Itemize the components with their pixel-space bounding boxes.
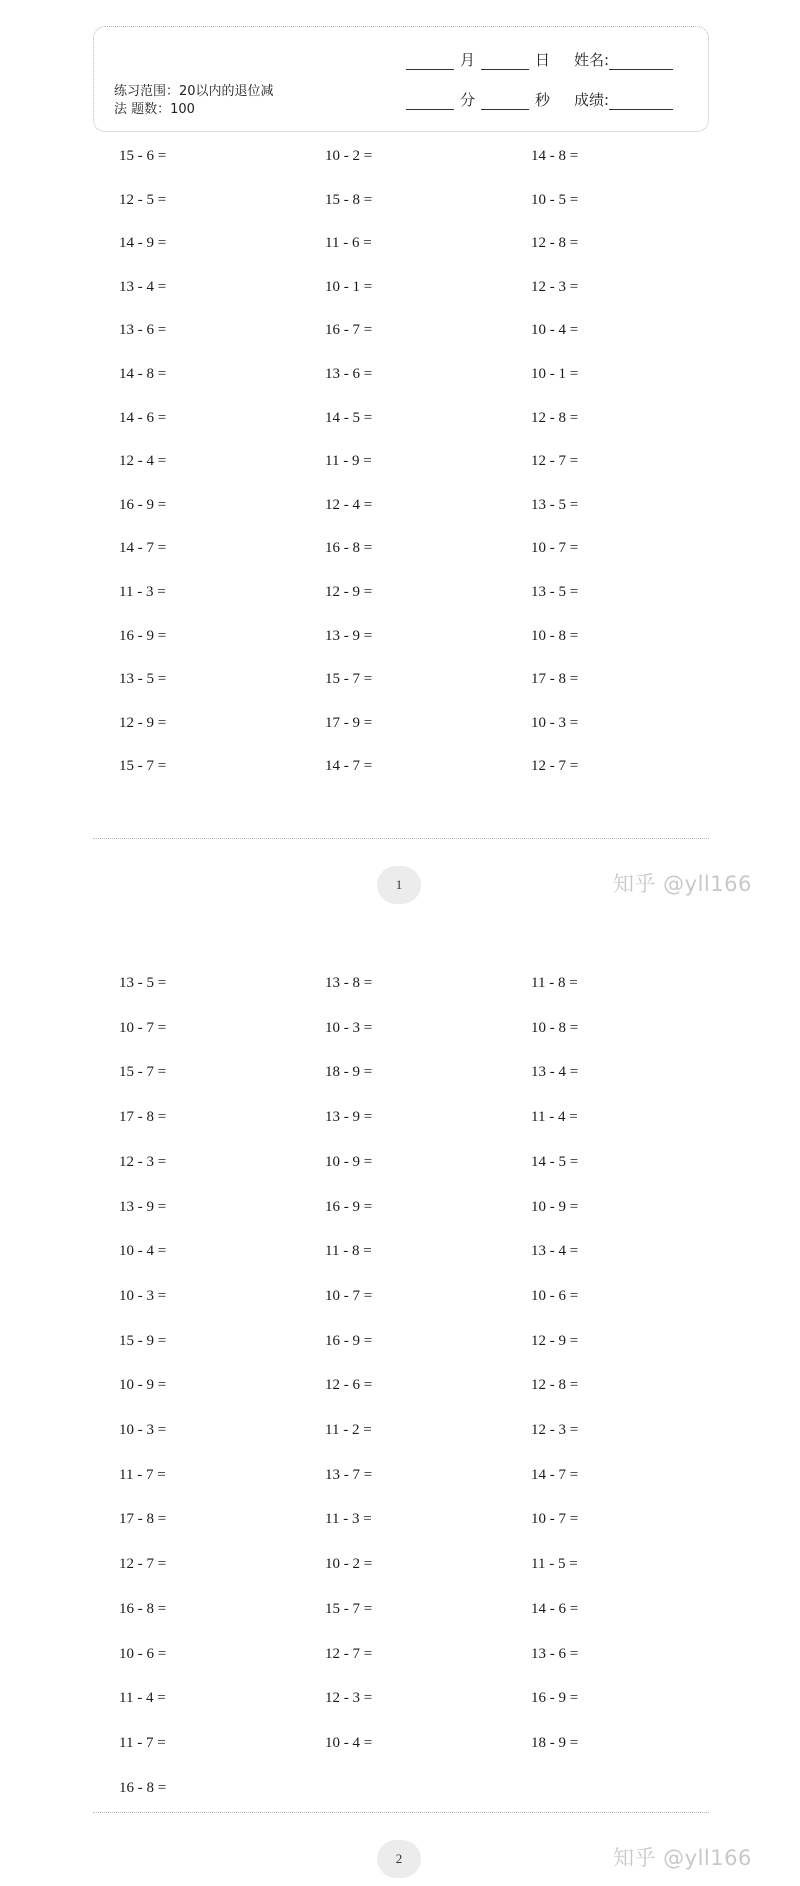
problem: 14 - 9 = [119,235,167,252]
problem: 10 - 9 = [119,1377,167,1394]
problem: 12 - 7 = [325,1645,373,1662]
problem: 12 - 7 = [119,1556,167,1573]
problem: 14 - 5 = [325,409,373,426]
problem: 11 - 3 = [325,1511,372,1528]
problem: 14 - 7 = [325,758,373,775]
problem: 17 - 8 = [531,671,579,688]
day-label: 日 [535,51,551,69]
page-number-2: 2 [377,1840,421,1878]
problem: 17 - 9 = [325,714,373,731]
problem: 13 - 4 = [531,1243,579,1260]
month-label: 月 [460,51,476,69]
problem: 12 - 7 = [531,758,579,775]
problem: 13 - 9 = [119,1198,167,1215]
problem: 16 - 8 = [119,1779,167,1796]
problem: 13 - 6 = [119,322,167,339]
problem: 10 - 3 = [119,1287,167,1304]
problem: 10 - 7 = [325,1287,373,1304]
time-score-row [406,89,673,110]
problem: 12 - 8 = [531,1377,579,1394]
problem: 12 - 8 = [531,235,579,252]
problem: 15 - 7 = [325,1600,373,1617]
problem: 10 - 7 = [531,540,579,557]
problem: 12 - 9 = [119,714,167,731]
month-blank[interactable] [406,51,454,70]
problem: 12 - 8 = [531,409,579,426]
problem: 13 - 4 = [531,1064,579,1081]
second-label: 秒 [535,91,551,109]
problem: 16 - 9 = [325,1332,373,1349]
worksheet-header [93,26,709,132]
problem: 13 - 5 = [531,496,579,513]
problem: 11 - 5 = [531,1556,578,1573]
problem: 13 - 6 = [325,366,373,382]
date-name-row [406,49,673,70]
problem: 12 - 3 = [531,278,579,295]
range-line-2: 法 题数：100 [114,102,195,117]
problem: 17 - 8 = [119,1511,167,1528]
score-label: 成绩: [574,91,610,109]
problem: 15 - 9 = [119,1332,167,1349]
problem: 12 - 5 = [119,191,167,208]
page-2-divider [93,1812,709,1813]
problem: 13 - 5 = [119,671,167,688]
problem: 10 - 1 = [531,366,579,382]
problem: 12 - 9 = [325,584,373,600]
problem: 11 - 6 = [325,235,372,252]
problem: 10 - 2 = [325,1556,373,1573]
problem: 13 - 6 = [531,1645,579,1662]
problem: 10 - 9 = [325,1153,373,1170]
problem: 10 - 8 = [531,627,579,644]
problem: 15 - 6 = [119,148,167,164]
problem: 15 - 8 = [325,191,373,208]
problem: 10 - 5 = [531,191,579,208]
problem: 12 - 9 = [531,1332,579,1349]
problem: 10 - 6 = [119,1645,167,1662]
problem: 11 - 2 = [325,1422,372,1438]
problem: 16 - 9 = [325,1198,373,1215]
problem: 10 - 4 = [531,322,579,339]
range-line-1: 练习范围：20以内的退位减 [114,84,274,99]
problem: 12 - 7 = [531,453,579,470]
problem: 11 - 3 = [119,584,166,600]
problem: 12 - 3 = [119,1153,167,1170]
problem: 11 - 7 = [119,1734,166,1751]
problem: 13 - 4 = [119,278,167,295]
problem: 13 - 5 = [531,584,579,600]
problem: 17 - 8 = [119,1109,167,1126]
second-blank[interactable] [481,91,529,110]
problem: 14 - 7 = [119,540,167,557]
problem: 14 - 6 = [119,409,167,426]
problem: 11 - 9 = [325,453,372,470]
problem: 10 - 7 = [531,1511,579,1528]
problem: 16 - 9 = [119,627,167,644]
problem: 16 - 7 = [325,322,373,339]
problem: 11 - 8 = [325,1243,372,1260]
problem: 13 - 9 = [325,627,373,644]
problem: 11 - 7 = [119,1466,166,1483]
problem: 14 - 6 = [531,1600,579,1617]
problem: 12 - 4 = [119,453,167,470]
page-1-divider [93,838,709,839]
problem: 14 - 5 = [531,1153,579,1170]
problem: 14 - 7 = [531,1466,579,1483]
problem: 15 - 7 = [325,671,373,688]
problem: 16 - 8 = [119,1600,167,1617]
problem: 15 - 7 = [119,1064,167,1081]
problem: 10 - 3 = [531,714,579,731]
problem: 10 - 4 = [325,1734,373,1751]
name-blank[interactable] [609,51,673,70]
problem: 13 - 5 = [119,975,167,991]
problem: 12 - 3 = [325,1690,373,1707]
problem: 13 - 7 = [325,1466,373,1483]
problem: 10 - 6 = [531,1287,579,1304]
score-blank[interactable] [609,91,673,110]
name-label: 姓名: [574,51,610,69]
problem: 12 - 6 = [325,1377,373,1394]
practice-range [114,83,304,119]
problem: 15 - 7 = [119,758,167,775]
problem: 14 - 8 = [119,366,167,382]
minute-label: 分 [460,91,476,109]
day-blank[interactable] [481,51,529,70]
problem: 10 - 8 = [531,1019,579,1036]
problem: 10 - 2 = [325,148,373,164]
problem: 13 - 8 = [325,975,373,991]
page-number-1: 1 [377,866,421,904]
problem: 18 - 9 = [531,1734,579,1751]
problem: 12 - 4 = [325,496,373,513]
problem: 10 - 4 = [119,1243,167,1260]
problem: 16 - 9 = [531,1690,579,1707]
problem: 11 - 4 = [531,1109,578,1126]
problem: 10 - 3 = [119,1422,167,1438]
problem: 16 - 8 = [325,540,373,557]
problem: 11 - 4 = [119,1690,166,1707]
minute-blank[interactable] [406,91,454,110]
problem: 16 - 9 = [119,496,167,513]
watermark-1: 知乎 @yll166 [613,872,752,896]
problem: 10 - 3 = [325,1019,373,1036]
problem: 14 - 8 = [531,148,579,164]
problem: 12 - 3 = [531,1422,579,1438]
problem: 10 - 7 = [119,1019,167,1036]
problem: 13 - 9 = [325,1109,373,1126]
problem: 10 - 1 = [325,278,373,295]
problem: 10 - 9 = [531,1198,579,1215]
problem: 11 - 8 = [531,975,578,991]
watermark-2: 知乎 @yll166 [613,1846,752,1870]
problem: 18 - 9 = [325,1064,373,1081]
